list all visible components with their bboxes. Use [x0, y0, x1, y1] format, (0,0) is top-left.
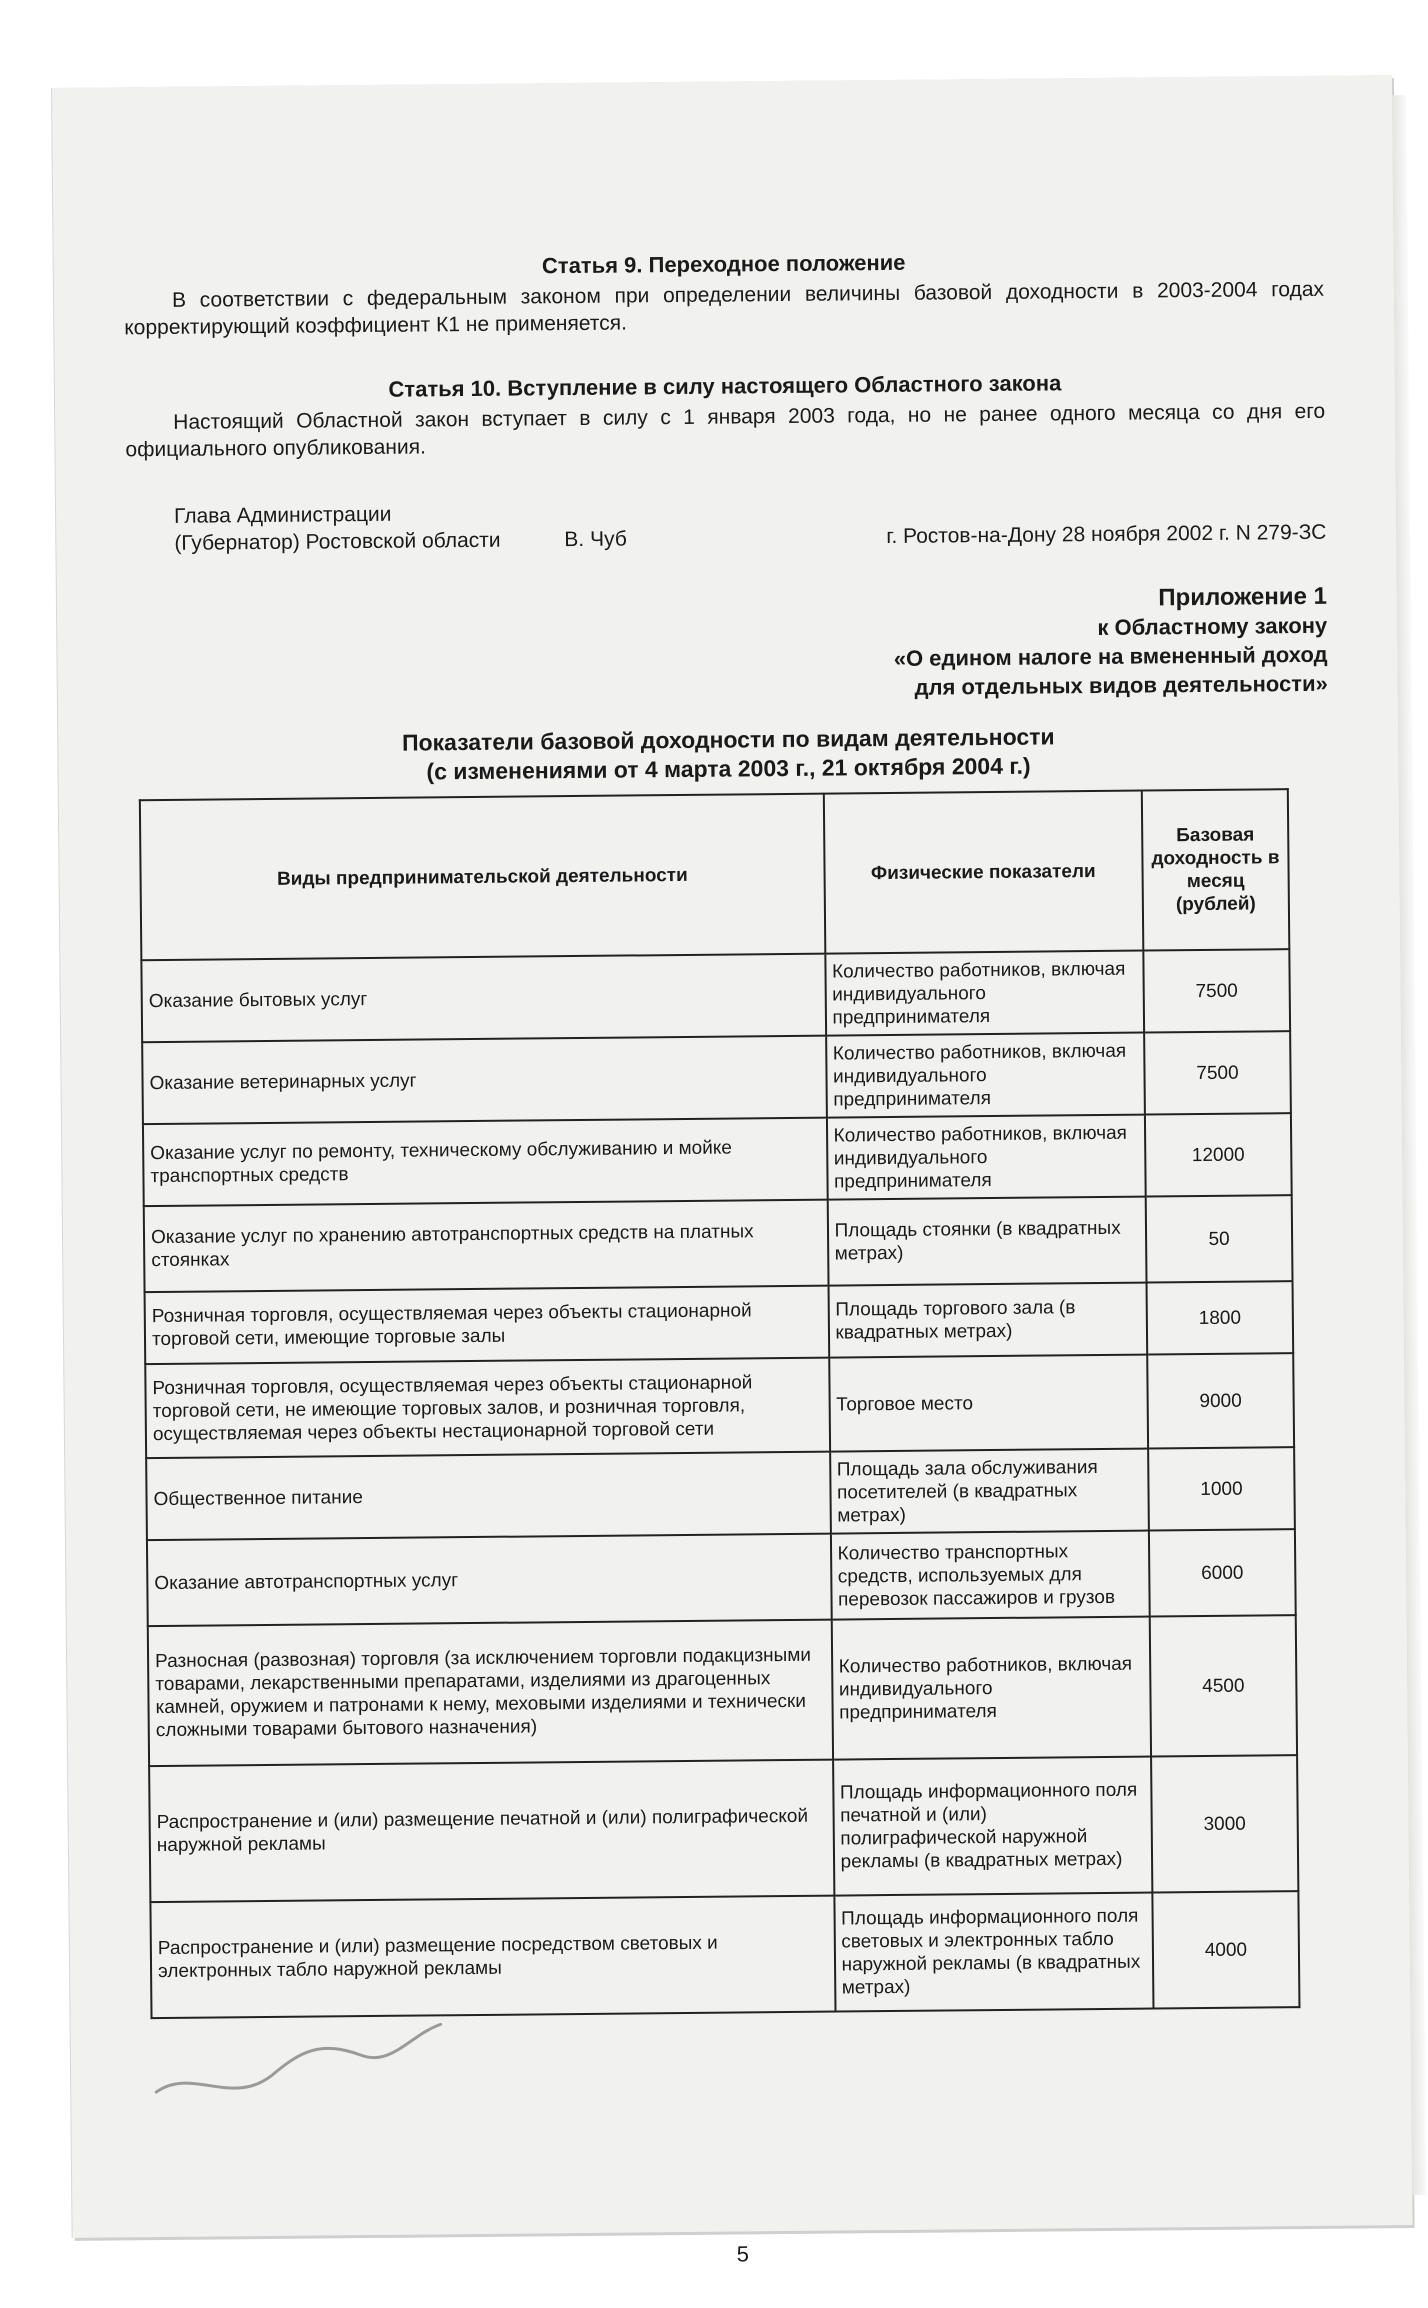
activity-cell: Распространение и (или) размещение посредством световых и электронных табло наружной рекламы — [150, 1896, 835, 2019]
indicator-cell: Площадь информационного поля световых и электронных табло наружной рекламы (в квадратных метрах) — [834, 1893, 1154, 2012]
table-row — [146, 1447, 1295, 1540]
table-header-row — [140, 789, 1289, 960]
activity-cell: Оказание услуг по ремонту, техническому обслуживанию и мойке транспортных средств — [143, 1118, 827, 1207]
value-cell: 9000 — [1147, 1353, 1294, 1448]
indicator-cell: Площадь информационного поля печатной и (или) полиграфической наружной рекламы (в квадратных метрах) — [833, 1757, 1153, 1896]
value-cell: 50 — [1146, 1195, 1293, 1282]
table-row — [144, 1195, 1293, 1292]
appendix-line3: «О едином налоге на вмененный доход — [893, 641, 1328, 671]
indicator-cell: Площадь зала обслуживания посетителей (в квадратных метрах) — [830, 1449, 1149, 1534]
header-activity: Виды предпринимательской деятельности — [140, 794, 825, 961]
document-page — [52, 75, 1413, 2267]
signatory-position-line2: (Губернатор) Ростовской области — [174, 528, 501, 555]
pencil-scribble-mark — [150, 1994, 451, 2117]
indicator-cell: Количество работников, включая индивидуального предпринимателя — [831, 1617, 1151, 1760]
signatory-position — [126, 499, 534, 557]
table-row — [147, 1529, 1296, 1626]
base-income-table — [139, 788, 1301, 2019]
value-cell: 7500 — [1143, 949, 1290, 1032]
header-indicator: Физические показатели — [823, 791, 1143, 954]
table-title-line1: Показатели базовой доходности по видам деятельности — [401, 723, 1055, 756]
appendix-line4: для отдельных видов деятельности» — [914, 670, 1328, 700]
table-row — [145, 1353, 1294, 1458]
value-cell: 4000 — [1152, 1891, 1299, 2008]
header-base-income: Базовая доходность в месяц (рублей) — [1142, 789, 1290, 950]
indicator-cell: Площадь стоянки (в квадратных метрах) — [827, 1197, 1146, 1286]
indicator-cell: Количество работников, включая индивидуального предпринимателя — [826, 1115, 1145, 1200]
signature-block — [126, 492, 1326, 558]
indicator-cell: Количество работников, включая индивидуального предпринимателя — [825, 951, 1144, 1036]
value-cell: 1800 — [1146, 1281, 1293, 1354]
activity-cell: Оказание автотранспортных услуг — [147, 1534, 831, 1627]
indicator-cell: Площадь торгового зала (в квадратных метрах) — [828, 1283, 1147, 1358]
table-title — [128, 720, 1329, 790]
activity-cell: Розничная торговля, осуществляемая через объекты стационарной торговой сети, не имеющие торговых залов, и розничная торговля, осуществляемая через объекты нестационарной торговой сети — [145, 1358, 829, 1459]
activity-cell: Оказание бытовых услуг — [141, 954, 825, 1043]
activity-cell: Распространение и (или) размещение печатной и (или) полиграфической наружной рекламы — [149, 1760, 834, 1903]
place-date-number: г. Ростов-на-Дону 28 ноября 2002 г. N 279-ЗС — [886, 520, 1327, 549]
indicator-cell: Торговое место — [829, 1355, 1148, 1452]
activity-cell: Оказание ветеринарных услуг — [142, 1036, 826, 1125]
value-cell: 4500 — [1150, 1615, 1297, 1756]
activity-cell: Разносная (развозная) торговля (за исключением торговли подакцизными товарами, лекарственными препаратами, изделиями из драгоценных камней, оружием и патронами к нему, меховыми изделиями и технически сложными товарами бытового назначения) — [148, 1620, 833, 1767]
table-row — [148, 1615, 1297, 1766]
appendix-line1: Приложение 1 — [1158, 582, 1328, 612]
table-row — [149, 1755, 1298, 1902]
indicator-cell: Количество работников, включая индивидуального предпринимателя — [826, 1033, 1145, 1118]
table-row — [145, 1281, 1294, 1364]
page-content — [124, 246, 1341, 2267]
page-number: 5 — [736, 2241, 750, 2267]
table-row — [142, 1031, 1291, 1124]
table-row — [143, 1113, 1292, 1206]
article-9-text: В соответствии с федеральным законом при определении величины базовой доходности в 2003-2004 годах корректирующий коэффициент К1 не применяется. — [124, 277, 1325, 340]
article-10-text: Настоящий Областной закон вступает в силу с 1 января 2003 года, но не ранее одного месяца со дня его официального опубликования. — [125, 399, 1326, 462]
appendix-heading — [127, 582, 1328, 710]
article-10-title: Статья 10. Вступление в силу настоящего Областного закона — [388, 370, 1062, 402]
signatory-name: В. Чуб — [564, 527, 627, 552]
signatory-position-line1: Глава Администрации — [174, 502, 392, 528]
table-title-line2: (с изменениями от 4 марта 2003 г., 21 октября 2004 г.) — [426, 752, 1031, 785]
article-9-title: Статья 9. Переходное положение — [541, 249, 906, 279]
value-cell: 6000 — [1149, 1529, 1296, 1616]
activity-cell: Оказание услуг по хранению автотранспортных средств на платных стоянках — [144, 1200, 828, 1293]
value-cell: 1000 — [1148, 1447, 1295, 1530]
appendix-line2: к Областному закону — [1097, 612, 1328, 640]
value-cell: 12000 — [1145, 1113, 1292, 1196]
activity-cell: Розничная торговля, осуществляемая через объекты стационарной торговой сети, имеющие торговые залы — [145, 1286, 829, 1365]
activity-cell: Общественное питание — [146, 1452, 830, 1541]
value-cell: 7500 — [1144, 1031, 1291, 1114]
table-row — [141, 949, 1290, 1042]
indicator-cell: Количество транспортных средств, используемых для перевозок пассажиров и грузов — [830, 1531, 1149, 1620]
page-edge — [1392, 95, 1426, 2195]
value-cell: 3000 — [1151, 1755, 1298, 1892]
